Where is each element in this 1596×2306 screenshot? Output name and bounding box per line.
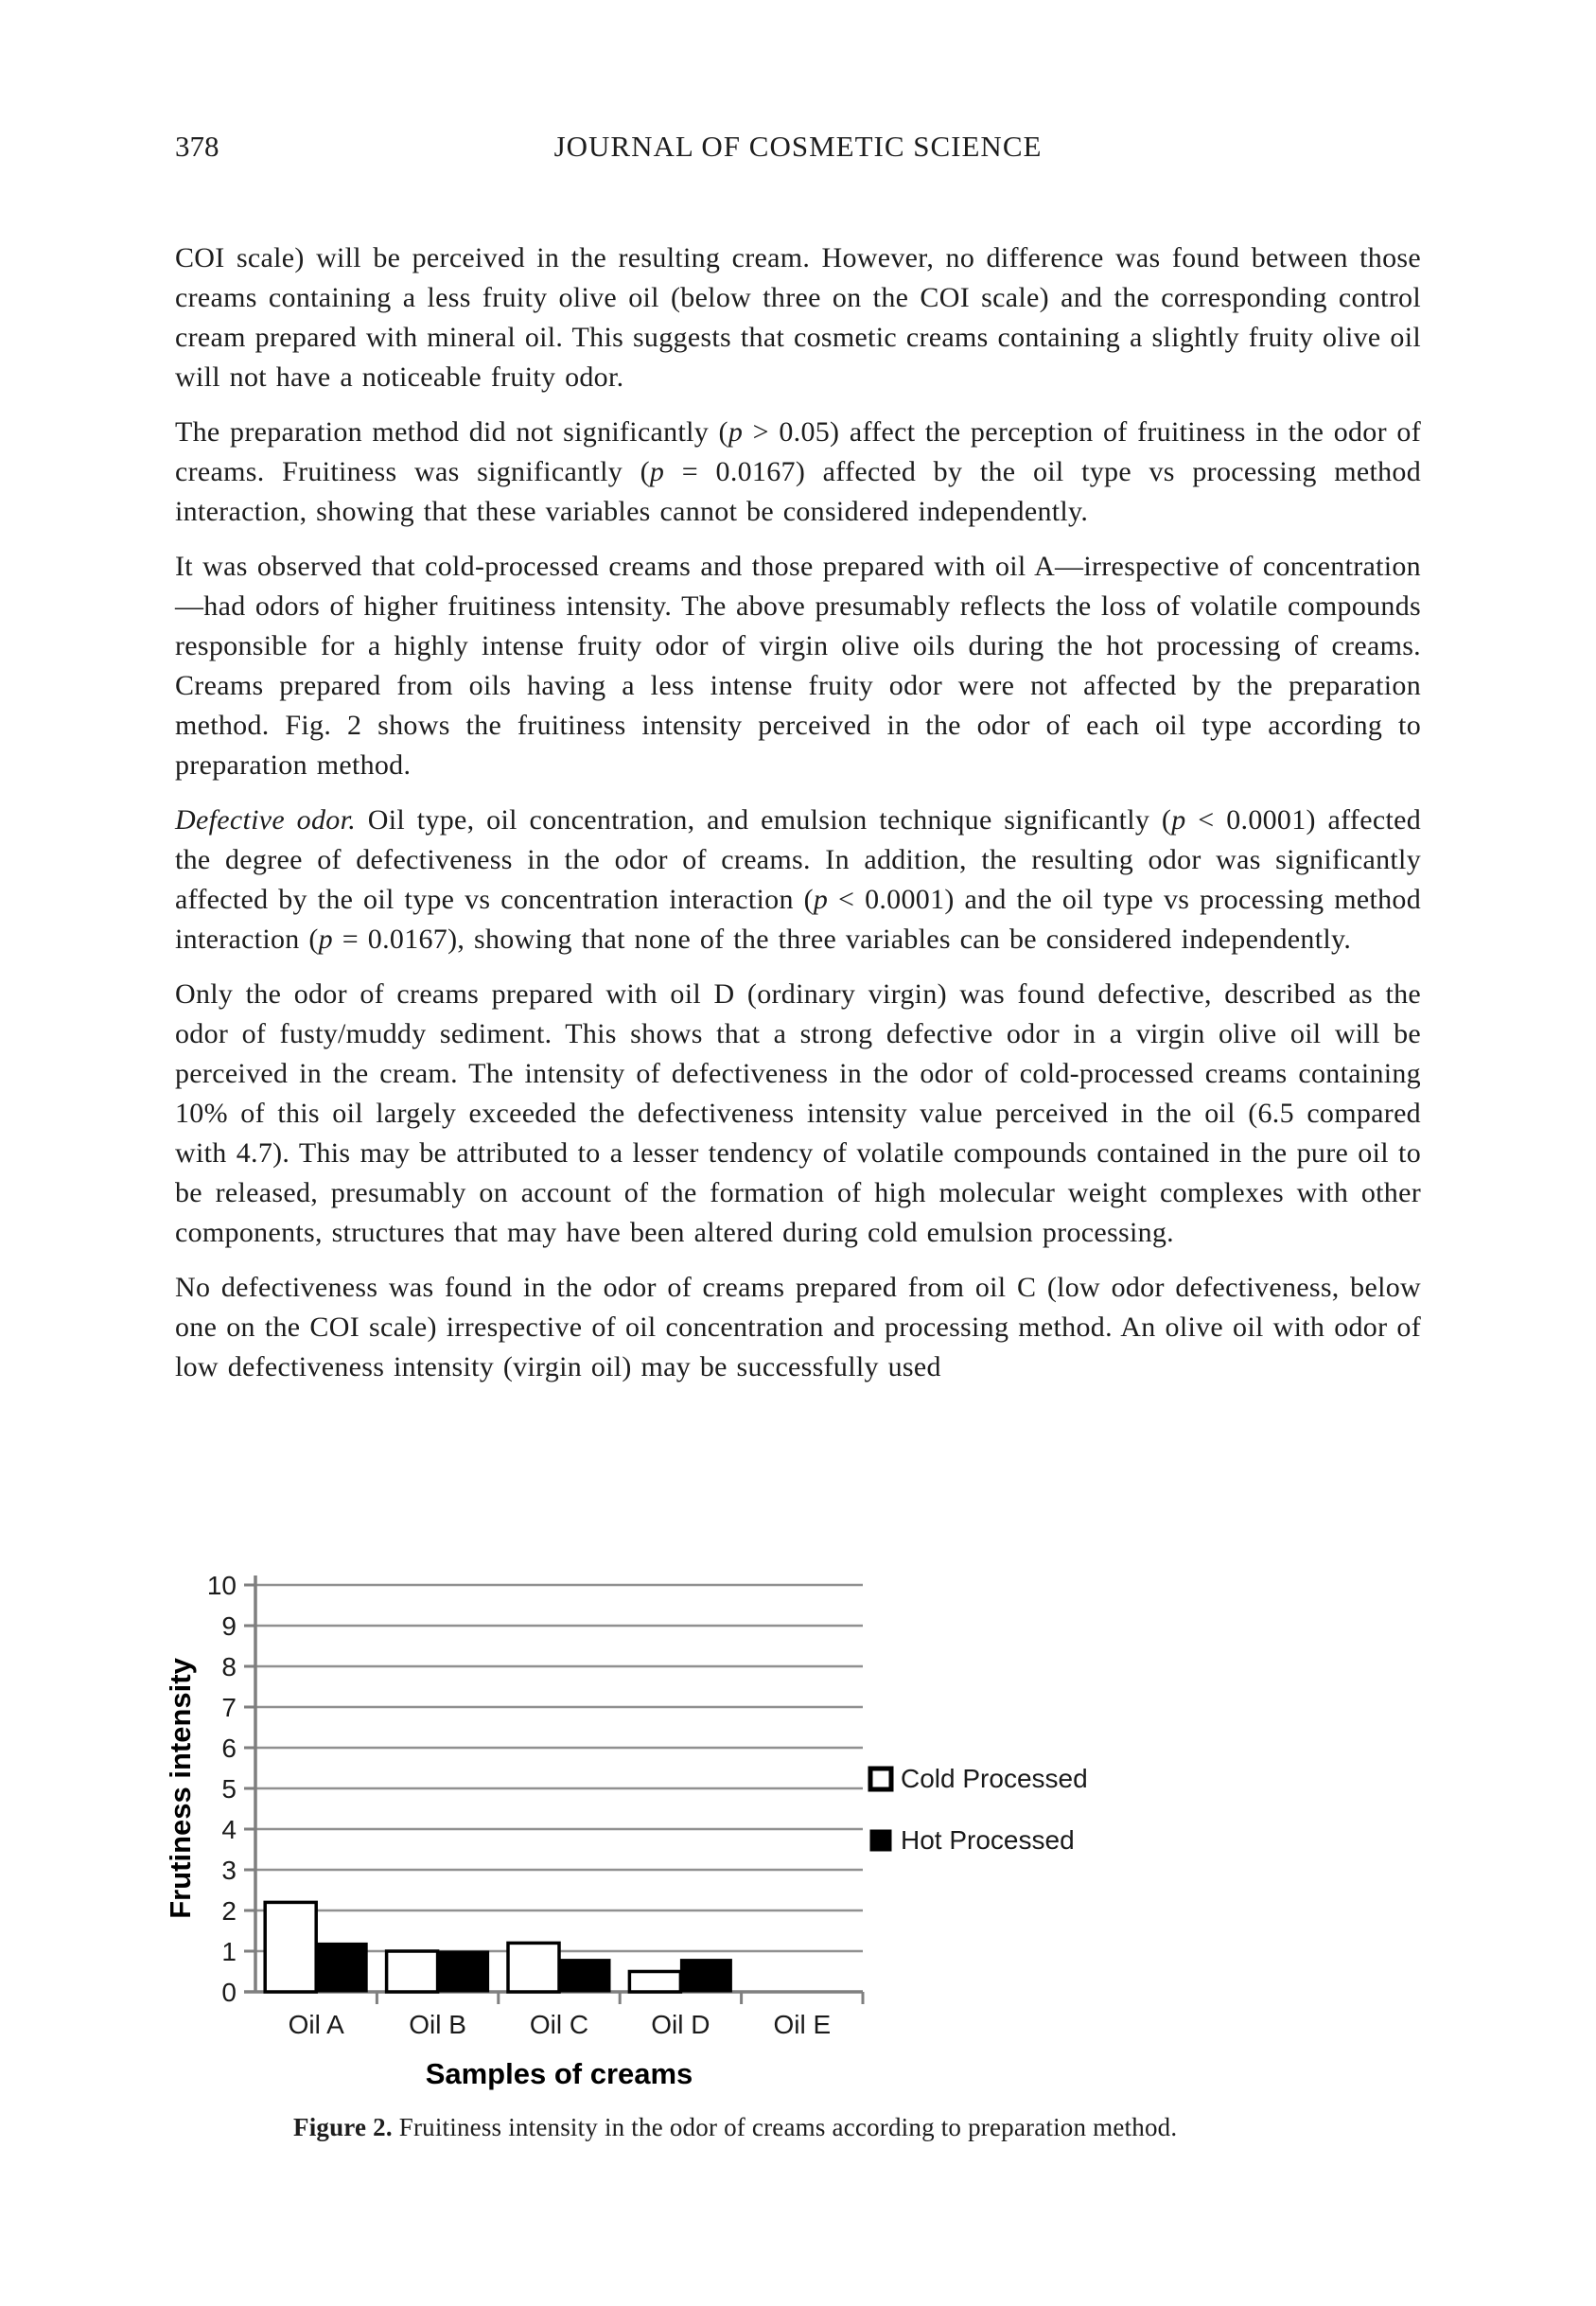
bar-hot-processed xyxy=(438,1951,489,1992)
y-tick-label: 5 xyxy=(221,1774,237,1804)
text-segment: No defectiveness was found in the odor of creams prepared from oil C (low odor defectiveness, below one on the COI scale) irrespective of oil concentration and processing method. An olive oil with odor of low defectiveness intensity (virgin oil) may be successfully used xyxy=(175,1272,1421,1382)
text-segment: = 0.0167) affected by the oil type vs processing method interaction, showing that these variables cannot be considered independently. xyxy=(175,456,1422,527)
figure-2 xyxy=(0,1558,1596,2142)
x-tick-label: Oil E xyxy=(773,2010,832,2039)
y-tick-label: 10 xyxy=(206,1571,237,1600)
journal-title: JOURNAL OF COSMETIC SCIENCE xyxy=(553,130,1043,163)
y-tick-label: 1 xyxy=(221,1937,237,1966)
page-number: 378 xyxy=(175,130,219,163)
paragraph xyxy=(175,975,1421,1253)
figure-caption-text: Fruitiness intensity in the odor of creams according to preparation method. xyxy=(398,2113,1178,2141)
text-segment: p xyxy=(813,884,829,915)
x-tick-label: Oil C xyxy=(529,2010,589,2039)
paragraph xyxy=(175,547,1421,785)
figure-caption xyxy=(293,2113,1421,2142)
bar-cold-processed xyxy=(387,1951,438,1992)
bar-cold-processed xyxy=(629,1972,680,1993)
x-tick-label: Oil D xyxy=(651,2010,710,2039)
legend-hot-processed-marker xyxy=(870,1830,891,1851)
paragraph xyxy=(175,413,1421,532)
text-segment: > 0.05) affect the perception of fruitiness in the odor of creams. Fruitiness was significantly ( xyxy=(175,416,1421,487)
bar-hot-processed xyxy=(559,1960,610,1992)
text-segment: The preparation method did not significantly ( xyxy=(175,416,728,448)
y-tick-label: 8 xyxy=(221,1652,237,1681)
text-segment: p xyxy=(318,924,333,955)
bar-cold-processed xyxy=(508,1943,559,1992)
fruitiness-bar-chart xyxy=(166,1558,1225,2103)
text-segment: Defective odor. xyxy=(175,804,357,836)
legend-cold-processed-label: Cold Processed xyxy=(901,1764,1088,1793)
x-tick-label: Oil B xyxy=(409,2010,466,2039)
y-tick-label: 4 xyxy=(221,1815,237,1844)
figure-caption-label: Figure 2. xyxy=(293,2113,393,2141)
paragraph xyxy=(175,1268,1421,1387)
paragraph xyxy=(175,238,1421,397)
article-body xyxy=(175,238,1421,1511)
y-tick-label: 0 xyxy=(221,1978,237,2007)
text-segment: p xyxy=(649,456,665,487)
legend-hot-processed-label: Hot Processed xyxy=(901,1825,1075,1855)
y-tick-label: 2 xyxy=(221,1896,237,1926)
text-segment: = 0.0167), showing that none of the three variables can be considered independently. xyxy=(332,924,1352,955)
chart-container xyxy=(166,1558,1596,2107)
y-tick-label: 6 xyxy=(221,1734,237,1763)
paragraph xyxy=(175,801,1421,959)
text-segment: Only the odor of creams prepared with oil D (ordinary virgin) was found defective, described as the odor of fusty/muddy sediment. This shows that a strong defective odor in a virgin olive oil will be perceived in the cream. The intensity of defectiveness in the odor of cold-processed creams containing 10% of this oil largely exceeded the defectiveness intensity value perceived in the oil (6.5 compared with 4.7). This may be attributed to a lesser tendency of volatile compounds contained in the pure oil to be released, presumably on account of the formation of high molecular weight complexes with other components, structures that may have been altered during cold emulsion processing. xyxy=(175,978,1421,1248)
text-segment: p xyxy=(728,416,744,448)
x-axis-title: Samples of creams xyxy=(425,2057,693,2090)
bar-cold-processed xyxy=(265,1902,316,1992)
x-tick-label: Oil A xyxy=(288,2010,344,2039)
y-axis-title: Frutiness intensity xyxy=(166,1658,197,1919)
legend-cold-processed-marker xyxy=(870,1769,891,1789)
bar-hot-processed xyxy=(680,1960,731,1992)
text-segment: Oil type, oil concentration, and emulsion technique significantly ( xyxy=(356,804,1172,836)
text-segment: It was observed that cold-processed creams and those prepared with oil A—irrespective of concentration—had odors of higher fruitiness intensity. The above presumably reflects the loss of volatile compounds responsible for a highly intense fruity odor of virgin olive oils during the hot processing of creams. Creams prepared from oils having a less intense fruity odor were not affected by the preparation method. Fig. 2 shows the fruitiness intensity perceived in the odor of each oil type according to preparation method. xyxy=(175,551,1421,781)
text-segment: p xyxy=(1171,804,1186,836)
text-segment: COI scale) will be perceived in the resulting cream. However, no difference was found between those creams containing a less fruity olive oil (below three on the COI scale) and the corresponding control cream prepared with mineral oil. This suggests that cosmetic creams containing a slightly fruity olive oil will not have a noticeable fruity odor. xyxy=(175,242,1421,393)
text-segment: < 0.0001) and the oil type vs processing method interaction ( xyxy=(175,884,1421,955)
text-segment: < 0.0001) affected the degree of defectiveness in the odor of creams. In addition, the resulting odor was significantly affected by the oil type vs concentration interaction ( xyxy=(175,804,1421,915)
running-header xyxy=(175,130,1421,167)
bar-hot-processed xyxy=(316,1943,367,1992)
y-tick-label: 9 xyxy=(221,1611,237,1641)
y-tick-label: 3 xyxy=(221,1856,237,1885)
y-tick-label: 7 xyxy=(221,1693,237,1722)
